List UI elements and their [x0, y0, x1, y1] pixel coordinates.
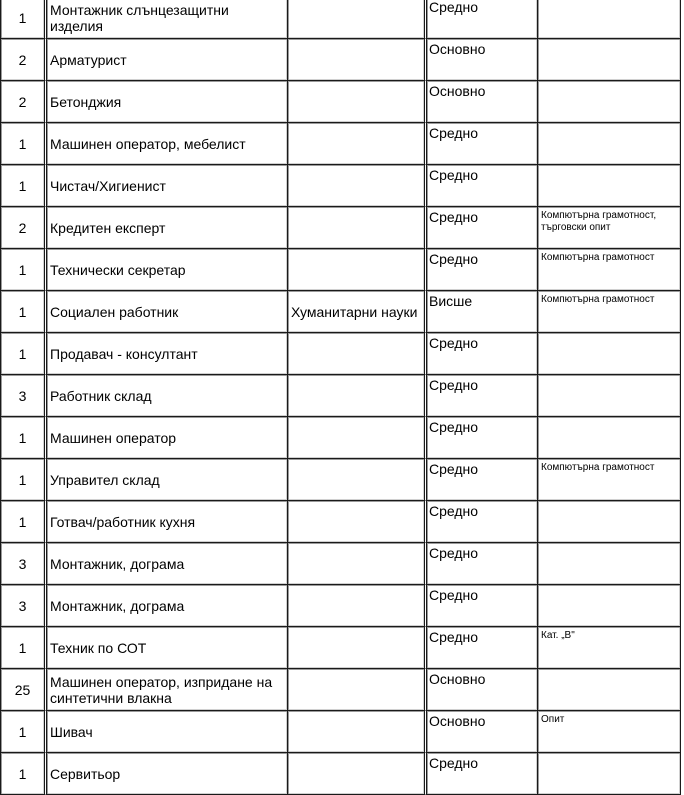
table-row: [1, 543, 681, 585]
education-cell: Висше: [427, 291, 538, 333]
specialty-cell: [288, 165, 427, 207]
position-cell: Сервитьор: [47, 753, 288, 795]
education-cell: Средно: [427, 249, 538, 291]
requirements-cell: Компютърна грамотност: [538, 249, 681, 291]
specialty-cell: [288, 0, 427, 39]
table-row: [1, 711, 681, 753]
specialty-cell: [288, 81, 427, 123]
position-cell: Машинен оператор: [47, 417, 288, 459]
position-cell: Работник склад: [47, 375, 288, 417]
requirements-cell: [538, 81, 681, 123]
requirements-cell: Компютърна грамотност, търговски опит: [538, 207, 681, 249]
specialty-cell: [288, 669, 427, 711]
specialty-cell: [288, 39, 427, 81]
education-cell: Средно: [427, 501, 538, 543]
qty-cell: 2: [1, 81, 47, 123]
position-cell: Машинен оператор, изпридане на синтетични влакна: [47, 669, 288, 711]
table-row: [1, 291, 681, 333]
position-cell: Арматурист: [47, 39, 288, 81]
requirements-cell: Кат. „В": [538, 627, 681, 669]
position-cell: Техник по СОТ: [47, 627, 288, 669]
qty-cell: 1: [1, 249, 47, 291]
education-cell: Средно: [427, 459, 538, 501]
education-cell: Средно: [427, 333, 538, 375]
education-cell: Основно: [427, 39, 538, 81]
position-cell: Управител склад: [47, 459, 288, 501]
education-cell: Основно: [427, 669, 538, 711]
qty-cell: 1: [1, 165, 47, 207]
table-row: [1, 207, 681, 249]
requirements-cell: [538, 669, 681, 711]
position-cell: Технически секретар: [47, 249, 288, 291]
requirements-cell: [538, 39, 681, 81]
education-cell: Средно: [427, 165, 538, 207]
requirements-cell: [538, 543, 681, 585]
table-row: [1, 459, 681, 501]
table-row: [1, 333, 681, 375]
education-cell: Средно: [427, 585, 538, 627]
qty-cell: 1: [1, 291, 47, 333]
qty-cell: 1: [1, 417, 47, 459]
table-row: [1, 81, 681, 123]
requirements-cell: [538, 165, 681, 207]
specialty-cell: [288, 417, 427, 459]
position-cell: Монтажник, дограма: [47, 585, 288, 627]
requirements-cell: [538, 501, 681, 543]
qty-cell: 1: [1, 501, 47, 543]
table-row: [1, 165, 681, 207]
requirements-cell: [538, 333, 681, 375]
qty-cell: 1: [1, 333, 47, 375]
table-row: [1, 123, 681, 165]
qty-cell: 2: [1, 39, 47, 81]
qty-cell: 3: [1, 543, 47, 585]
specialty-cell: [288, 333, 427, 375]
specialty-cell: [288, 585, 427, 627]
requirements-cell: Опит: [538, 711, 681, 753]
table-row: [1, 753, 681, 795]
education-cell: Средно: [427, 543, 538, 585]
qty-cell: 1: [1, 123, 47, 165]
requirements-cell: [538, 0, 681, 39]
position-cell: Бетонджия: [47, 81, 288, 123]
qty-cell: 1: [1, 753, 47, 795]
specialty-cell: [288, 123, 427, 165]
specialty-cell: [288, 627, 427, 669]
qty-cell: 3: [1, 585, 47, 627]
table-row: [1, 627, 681, 669]
specialty-cell: [288, 501, 427, 543]
table-row: [1, 39, 681, 81]
position-cell: Машинен оператор, мебелист: [47, 123, 288, 165]
position-cell: Чистач/Хигиенист: [47, 165, 288, 207]
education-cell: Основно: [427, 711, 538, 753]
requirements-cell: Компютърна грамотност: [538, 291, 681, 333]
specialty-cell: [288, 711, 427, 753]
education-cell: Средно: [427, 123, 538, 165]
education-cell: Средно: [427, 375, 538, 417]
qty-cell: 1: [1, 0, 47, 39]
qty-cell: 1: [1, 711, 47, 753]
qty-cell: 1: [1, 627, 47, 669]
qty-cell: 1: [1, 459, 47, 501]
position-cell: Продавач - консултант: [47, 333, 288, 375]
table-row: [1, 585, 681, 627]
education-cell: Средно: [427, 417, 538, 459]
requirements-cell: Компютърна грамотност: [538, 459, 681, 501]
table-row: [1, 501, 681, 543]
table-row: [1, 249, 681, 291]
requirements-cell: [538, 375, 681, 417]
position-cell: Социален работник: [47, 291, 288, 333]
table-row: [1, 375, 681, 417]
position-cell: Шивач: [47, 711, 288, 753]
specialty-cell: [288, 249, 427, 291]
qty-cell: 3: [1, 375, 47, 417]
specialty-cell: [288, 207, 427, 249]
specialty-cell: Хуманитарни науки: [288, 291, 427, 333]
education-cell: Средно: [427, 0, 538, 39]
position-cell: Готвач/работник кухня: [47, 501, 288, 543]
requirements-cell: [538, 417, 681, 459]
specialty-cell: [288, 375, 427, 417]
specialty-cell: [288, 459, 427, 501]
qty-cell: 2: [1, 207, 47, 249]
education-cell: Основно: [427, 81, 538, 123]
position-cell: Монтажник, дограма: [47, 543, 288, 585]
education-cell: Средно: [427, 207, 538, 249]
education-cell: Средно: [427, 627, 538, 669]
requirements-cell: [538, 753, 681, 795]
requirements-cell: [538, 585, 681, 627]
table-row: [1, 417, 681, 459]
specialty-cell: [288, 753, 427, 795]
requirements-cell: [538, 123, 681, 165]
specialty-cell: [288, 543, 427, 585]
table-row: [1, 669, 681, 711]
table-row: [1, 0, 681, 39]
qty-cell: 25: [1, 669, 47, 711]
position-cell: Монтажник слънцезащитни изделия: [47, 0, 288, 39]
education-cell: Средно: [427, 753, 538, 795]
position-cell: Кредитен експерт: [47, 207, 288, 249]
